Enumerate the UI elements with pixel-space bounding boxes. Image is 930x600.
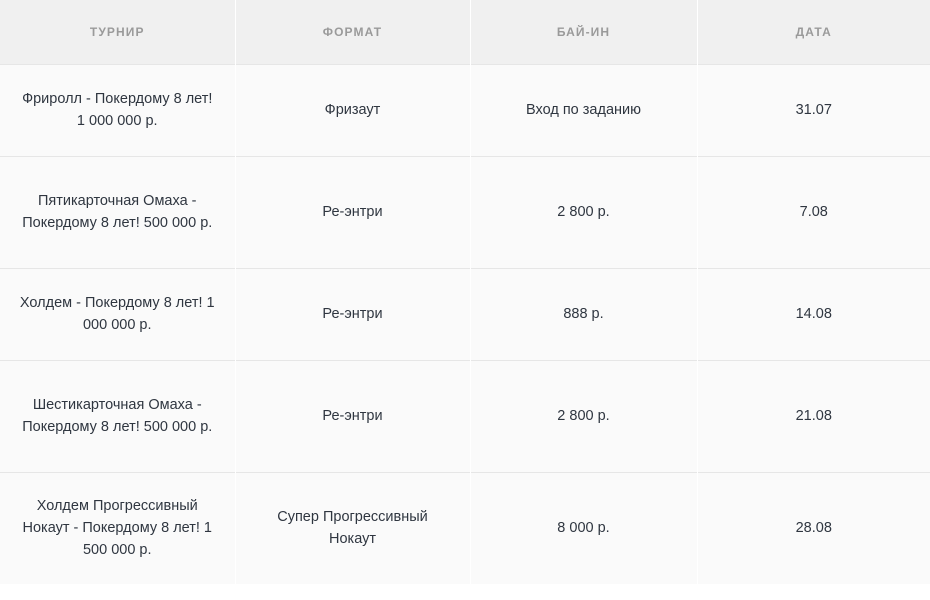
- column-header-date: ДАТА: [697, 0, 930, 64]
- table-header-row: [0, 0, 930, 64]
- cell-tournament-name: Пятикарточная Омаха - Покердому 8 лет! 500 000 р.: [0, 156, 235, 268]
- cell-tournament-format: Ре-энтри: [235, 360, 470, 472]
- table-row: [0, 472, 930, 584]
- cell-tournament-buyin: 8 000 р.: [470, 472, 697, 584]
- cell-tournament-date: 21.08: [697, 360, 930, 472]
- cell-tournament-date: 28.08: [697, 472, 930, 584]
- table-row: [0, 64, 930, 156]
- table-row: [0, 360, 930, 472]
- table-row: [0, 156, 930, 268]
- cell-tournament-name: Холдем Прогрессивный Нокаут - Покердому 8 лет! 1 500 000 р.: [0, 472, 235, 584]
- cell-tournament-name: Фриролл - Покердому 8 лет! 1 000 000 р.: [0, 64, 235, 156]
- cell-tournament-buyin: 888 р.: [470, 268, 697, 360]
- column-header-buyin: БАЙ-ИН: [470, 0, 697, 64]
- cell-tournament-format: Ре-энтри: [235, 156, 470, 268]
- cell-tournament-format: Супер Прогрессивный Нокаут: [235, 472, 470, 584]
- cell-tournament-format: Ре-энтри: [235, 268, 470, 360]
- cell-tournament-buyin: 2 800 р.: [470, 360, 697, 472]
- cell-tournament-date: 31.07: [697, 64, 930, 156]
- cell-tournament-name: Холдем - Покердому 8 лет! 1 000 000 р.: [0, 268, 235, 360]
- table-body: [0, 64, 930, 584]
- cell-tournament-name: Шестикарточная Омаха - Покердому 8 лет! 500 000 р.: [0, 360, 235, 472]
- table-row: [0, 268, 930, 360]
- table-header: [0, 0, 930, 64]
- cell-tournament-format: Фризаут: [235, 64, 470, 156]
- cell-tournament-date: 7.08: [697, 156, 930, 268]
- column-header-format: ФОРМАТ: [235, 0, 470, 64]
- cell-tournament-buyin: 2 800 р.: [470, 156, 697, 268]
- cell-tournament-buyin: Вход по заданию: [470, 64, 697, 156]
- cell-tournament-date: 14.08: [697, 268, 930, 360]
- column-header-tournament: ТУРНИР: [0, 0, 235, 64]
